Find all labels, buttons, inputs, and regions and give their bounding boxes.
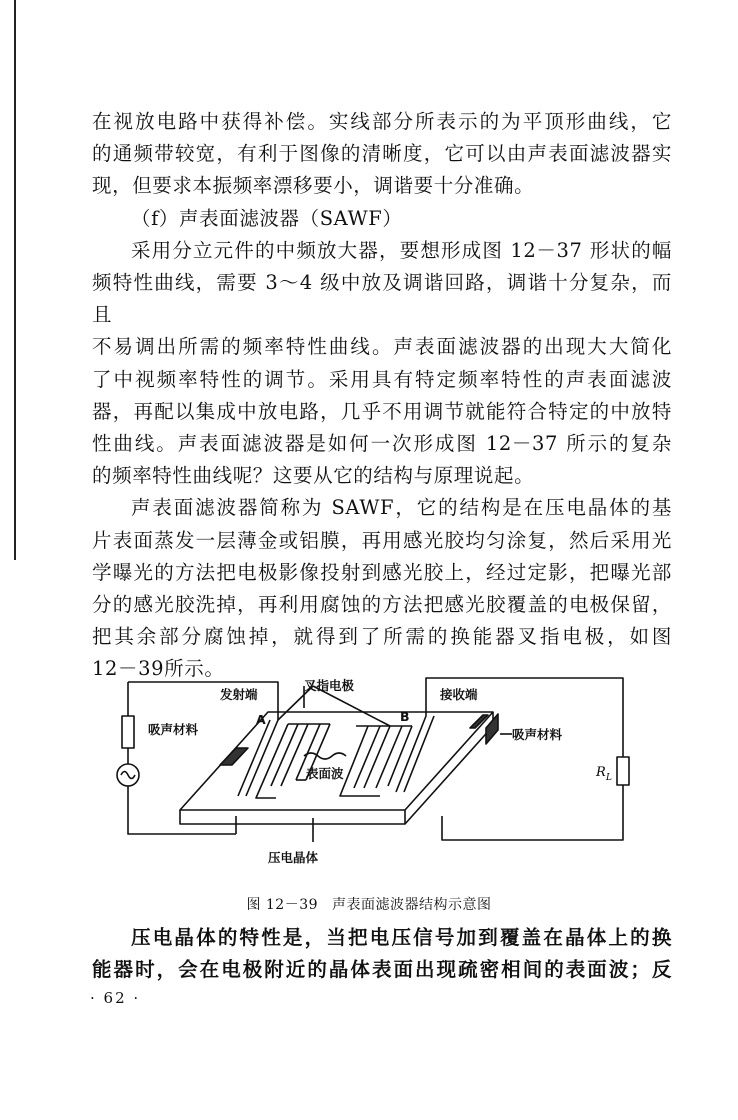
idt-transmitter xyxy=(238,720,330,798)
paragraph-1 xyxy=(92,106,672,203)
figure-caption xyxy=(0,894,738,914)
paragraph-2 xyxy=(92,235,672,493)
text-line: 声表面滤波器简称为 SAWF，它的结构是在压电晶体的基 xyxy=(131,496,672,520)
text-line: 把其余部分腐蚀掉，就得到了所需的换能器叉指电极，如图 xyxy=(92,625,672,649)
label-crystal: 压电晶体 xyxy=(268,850,319,865)
saw-filter-figure xyxy=(108,668,668,874)
crystal-front xyxy=(180,810,405,824)
paragraph-3 xyxy=(92,492,672,685)
label-absorber-left: 吸声材料 xyxy=(148,722,199,737)
text-line: 分的感光胶洗掉，再利用腐蚀的方法把感光胶覆盖的电极保留， xyxy=(92,593,672,617)
text-line: 在视放电路中获得补偿。实线部分所表示的为平顶形曲线，它 xyxy=(92,110,672,133)
text-line: 不易调出所需的频率特性曲线。声表面滤波器的出现大大简化 xyxy=(92,335,672,359)
absorber-left xyxy=(220,748,248,765)
resistor-left xyxy=(122,716,134,748)
page-number: · 62 · xyxy=(90,989,141,1007)
saw-filter-diagram xyxy=(108,668,668,874)
caption-text: 声表面滤波器结构示意图 xyxy=(332,897,492,913)
body-text xyxy=(92,106,672,686)
idt-receiver xyxy=(340,688,434,796)
label-absorber-right: 吸声材料 xyxy=(512,727,563,742)
label-load: R xyxy=(596,765,606,780)
text-line: 片表面蒸发一层薄金或铝膜，再用感光胶均匀涂复，然后采用光 xyxy=(92,528,672,552)
text-line: 了中视频率特性的调节。采用具有特定频率特性的声表面滤波 xyxy=(92,367,672,391)
bottom-text xyxy=(92,922,672,986)
label-transmit: 发射端 xyxy=(220,687,258,702)
text-line: 性曲线。声表面滤波器是如何一次形成图 12－37 所示的复杂 xyxy=(92,432,672,456)
text-line: 的频率特性曲线呢？这要从它的结构与原理说起。 xyxy=(92,464,535,488)
text-line: 压电晶体的特性是，当把电压信号加到覆盖在晶体上的换 xyxy=(131,926,672,949)
text-line: 12－39所示。 xyxy=(92,657,225,681)
scan-edge-line xyxy=(14,0,16,560)
label-point-a: A xyxy=(256,712,266,727)
label-point-b: B xyxy=(400,709,410,724)
load-resistor xyxy=(617,757,629,785)
wire-left xyxy=(128,682,236,834)
crystal-side xyxy=(405,712,493,824)
text-line: 能器时，会在电极附近的晶体表面出现疏密相间的表面波；反 xyxy=(92,958,672,981)
text-line: 频特性曲线，需要 3～4 级中放及调谐回路，调谐十分复杂，而且 xyxy=(92,271,672,327)
surface-wave-line xyxy=(304,753,346,759)
label-idt: 叉指电极 xyxy=(304,678,355,693)
section-heading xyxy=(92,203,672,235)
wire-bottom-right xyxy=(442,785,623,840)
section-heading-text: （f）声表面滤波器（SAWF） xyxy=(131,206,403,230)
label-surface-wave: 表面波 xyxy=(306,766,344,781)
ac-wave xyxy=(121,772,135,779)
text-line: 的通频带较宽，有利于图像的清晰度，它可以由声表面滤波器实 xyxy=(92,142,672,166)
text-line: 现，但要求本振频率漂移要小，调谐要十分准确。 xyxy=(92,174,535,198)
text-line: 器，再配以集成中放电路，几乎不用调节就能符合特定的中放特 xyxy=(92,399,672,423)
text-line: 学曝光的方法把电极影像投射到感光胶上，经过定影，把曝光部 xyxy=(92,560,672,584)
caption-number: 图 12－39 xyxy=(246,897,319,913)
label-receive: 接收端 xyxy=(440,687,478,702)
label-load-sub: L xyxy=(606,773,612,783)
text-line: 采用分立元件的中频放大器，要想形成图 12－37 形状的幅 xyxy=(131,238,672,262)
